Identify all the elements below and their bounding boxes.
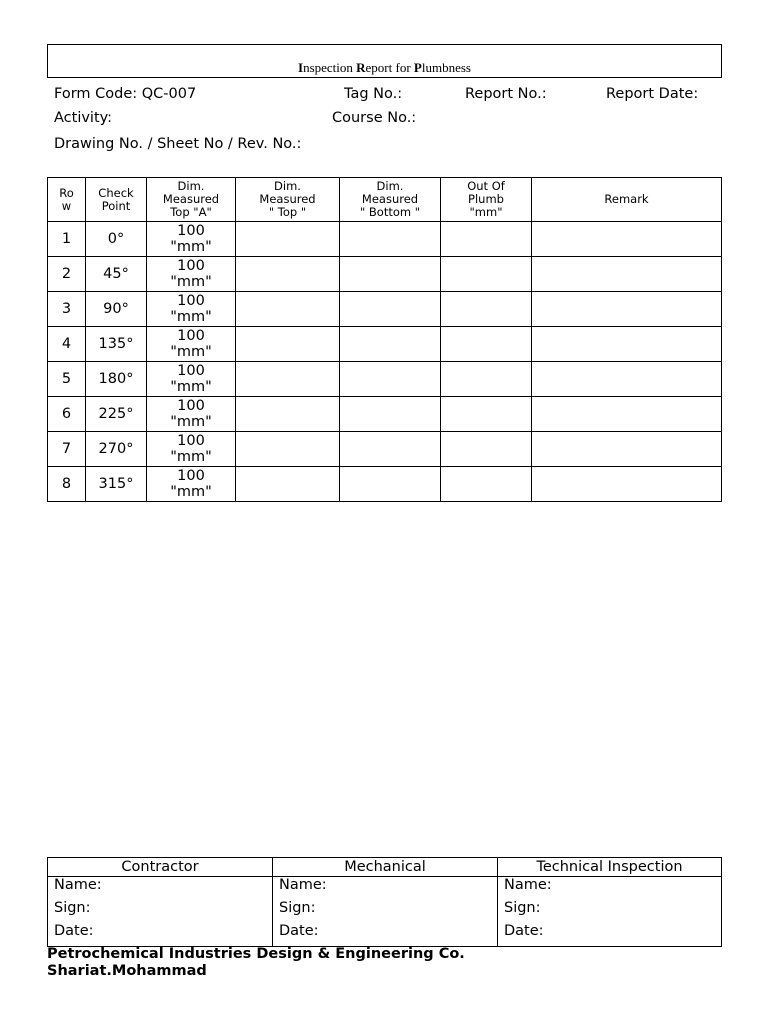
name-label: Name: [279,877,327,893]
date-label: Date: [279,923,319,939]
row-number-cell: 3 [48,292,86,327]
dim-top-a-cell: 100 "mm" [147,362,236,397]
activity-label: Activity: [54,110,113,126]
out-of-plumb-cell[interactable] [441,397,532,432]
dim-bottom-cell[interactable] [340,222,441,257]
check-point-cell: 45° [86,257,147,292]
check-point-cell: 180° [86,362,147,397]
dim-top-a-cell: 100 "mm" [147,467,236,502]
dim-top-a-cell: 100 "mm" [147,222,236,257]
signoff-row [48,877,722,947]
column-header-dim-top-a: Dim. Measured Top "A" [147,178,236,222]
drawing-label: Drawing No. / Sheet No / Rev. No.: [54,136,302,152]
title-box [47,44,722,78]
signoff-header-mechanical: Mechanical [273,858,498,877]
form-code-label: Form Code: QC-007 [54,86,197,102]
dim-top-cell[interactable] [236,327,340,362]
remark-cell[interactable] [532,397,722,432]
dim-bottom-cell[interactable] [340,327,441,362]
out-of-plumb-cell[interactable] [441,362,532,397]
author-name: Shariat.Mohammad [47,963,207,979]
check-point-cell: 270° [86,432,147,467]
remark-cell[interactable] [532,327,722,362]
dim-top-cell[interactable] [236,397,340,432]
column-header-row: Ro w [48,178,86,222]
signoff-header-row [48,858,722,877]
name-label: Name: [54,877,102,893]
dim-bottom-cell[interactable] [340,397,441,432]
signoff-cell-mechanical[interactable] [273,877,498,947]
signoff-header-contractor: Contractor [48,858,273,877]
table-row [48,327,722,362]
tag-no-label: Tag No.: [344,86,403,102]
row-number-cell: 1 [48,222,86,257]
plumbness-table [47,177,722,502]
out-of-plumb-cell[interactable] [441,257,532,292]
out-of-plumb-cell[interactable] [441,467,532,502]
dim-top-a-cell: 100 "mm" [147,257,236,292]
remark-cell[interactable] [532,292,722,327]
out-of-plumb-cell[interactable] [441,222,532,257]
dim-bottom-cell[interactable] [340,257,441,292]
dim-top-a-cell: 100 "mm" [147,397,236,432]
row-number-cell: 8 [48,467,86,502]
sign-label: Sign: [279,900,316,916]
form-title: Inspection Report for Plumbness [298,60,471,75]
dim-top-cell[interactable] [236,362,340,397]
table-row [48,292,722,327]
footer [47,946,465,980]
table-row [48,397,722,432]
dim-bottom-cell[interactable] [340,292,441,327]
out-of-plumb-cell[interactable] [441,327,532,362]
sign-label: Sign: [54,900,91,916]
row-number-cell: 2 [48,257,86,292]
table-row [48,467,722,502]
signoff-table [47,857,722,947]
table-row [48,257,722,292]
out-of-plumb-cell[interactable] [441,292,532,327]
dim-top-cell[interactable] [236,292,340,327]
column-header-dim-top: Dim. Measured " Top " [236,178,340,222]
row-number-cell: 7 [48,432,86,467]
dim-top-a-cell: 100 "mm" [147,432,236,467]
row-number-cell: 6 [48,397,86,432]
course-no-label: Course No.: [332,110,417,126]
signoff-cell-technical-inspection[interactable] [498,877,722,947]
report-date-label: Report Date: [606,86,699,102]
signoff-cell-contractor[interactable] [48,877,273,947]
signoff-header-technical-inspection: Technical Inspection [498,858,722,877]
sign-label: Sign: [504,900,541,916]
remark-cell[interactable] [532,222,722,257]
table-row [48,362,722,397]
dim-bottom-cell[interactable] [340,362,441,397]
dim-top-a-cell: 100 "mm" [147,327,236,362]
column-header-dim-bottom: Dim. Measured " Bottom " [340,178,441,222]
date-label: Date: [504,923,544,939]
row-number-cell: 4 [48,327,86,362]
remark-cell[interactable] [532,432,722,467]
check-point-cell: 90° [86,292,147,327]
column-header-remark: Remark [532,178,722,222]
date-label: Date: [54,923,94,939]
remark-cell[interactable] [532,362,722,397]
out-of-plumb-cell[interactable] [441,432,532,467]
name-label: Name: [504,877,552,893]
table-row [48,222,722,257]
dim-bottom-cell[interactable] [340,467,441,502]
dim-top-a-cell: 100 "mm" [147,292,236,327]
remark-cell[interactable] [532,467,722,502]
column-header-out-of-plumb: Out Of Plumb "mm" [441,178,532,222]
dim-bottom-cell[interactable] [340,432,441,467]
check-point-cell: 225° [86,397,147,432]
dim-top-cell[interactable] [236,467,340,502]
table-header-row [48,178,722,222]
table-row [48,432,722,467]
check-point-cell: 0° [86,222,147,257]
report-no-label: Report No.: [465,86,547,102]
check-point-cell: 315° [86,467,147,502]
row-number-cell: 5 [48,362,86,397]
company-name: Petrochemical Industries Design & Engineering Co. [47,946,465,962]
dim-top-cell[interactable] [236,222,340,257]
column-header-check-point: Check Point [86,178,147,222]
dim-top-cell[interactable] [236,257,340,292]
dim-top-cell[interactable] [236,432,340,467]
remark-cell[interactable] [532,257,722,292]
check-point-cell: 135° [86,327,147,362]
